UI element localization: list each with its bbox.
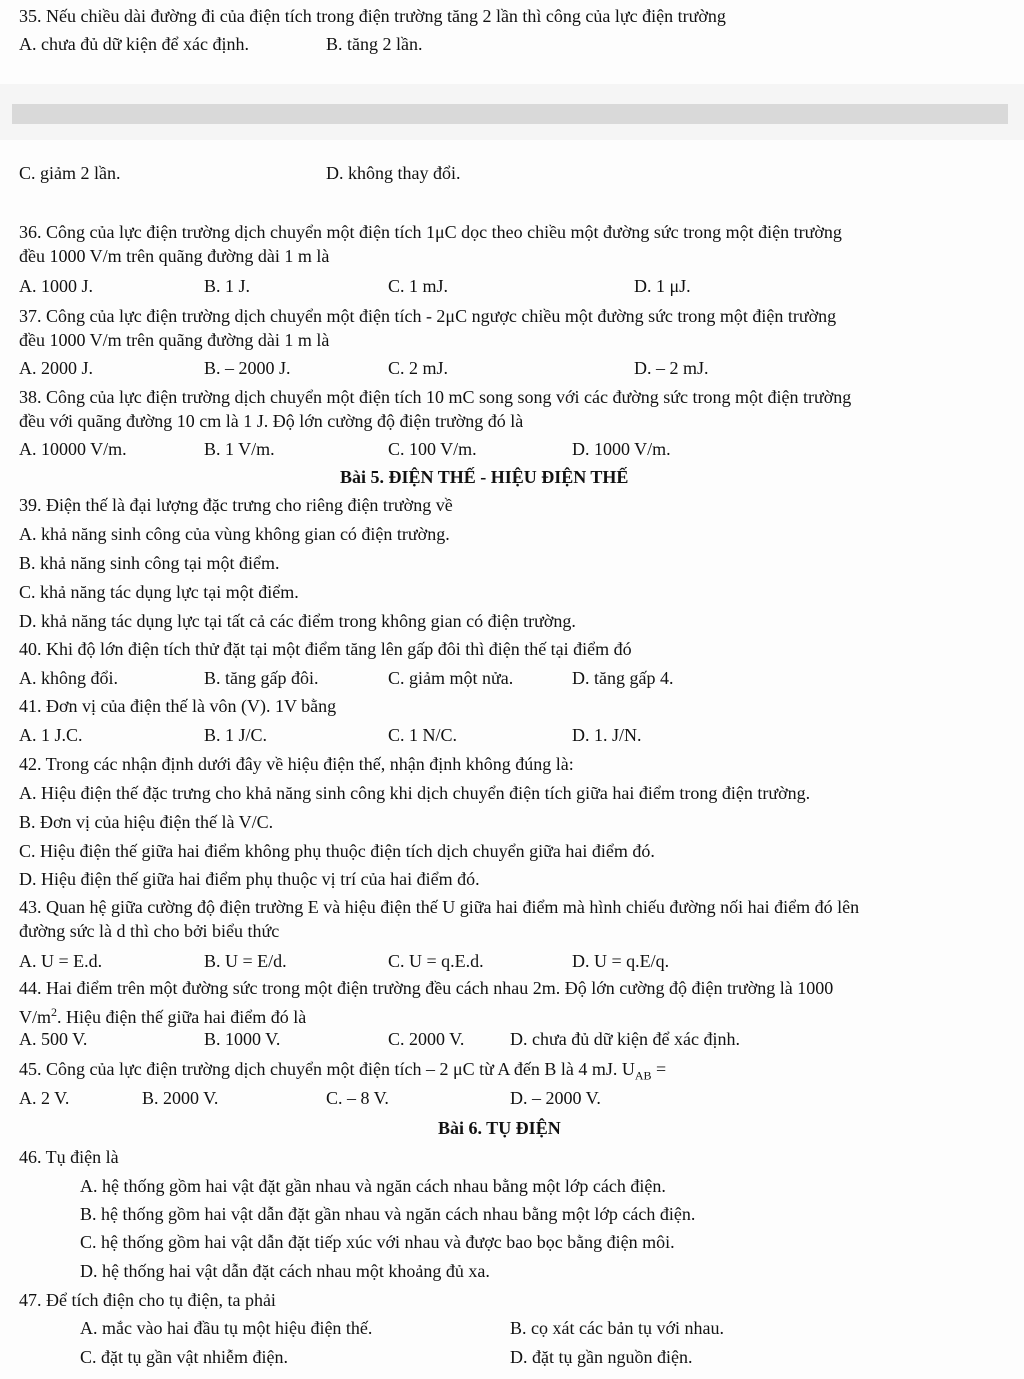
q45-option-b: B. 2000 V. [142, 1088, 219, 1108]
q35-option-b: B. tăng 2 lần. [326, 34, 423, 54]
q46-option-b: B. hệ thống gồm hai vật dẫn đặt gần nhau và ngăn cách nhau bằng một lớp cách điện. [80, 1204, 696, 1224]
q44-unit-exponent: 2 [51, 1005, 58, 1019]
q44-option-b: B. 1000 V. [204, 1029, 281, 1049]
q44-option-a: A. 500 V. [19, 1029, 88, 1049]
q42-option-a: A. Hiệu điện thế đặc trưng cho khả năng sinh công khi dịch chuyển điện tích giữa hai điểm trong điện trường. [19, 783, 811, 803]
q45-option-c: C. – 8 V. [326, 1088, 389, 1108]
q39-option-a: A. khả năng sinh công của vùng không gian có điện trường. [19, 524, 450, 544]
q42-stem: 42. Trong các nhận định dưới đây về hiệu điện thế, nhận định không đúng là: [19, 754, 574, 774]
q43-option-b: B. U = E/d. [204, 951, 287, 971]
q43-option-d: D. U = q.E/q. [572, 951, 670, 971]
q40-option-c: C. giảm một nửa. [388, 668, 514, 688]
q45-subscript: AB [634, 1068, 652, 1083]
q38-option-d: D. 1000 V/m. [572, 439, 671, 459]
q36-stem-2: đều 1000 V/m trên quãng đường dài 1 m là [19, 246, 330, 266]
q39-option-c: C. khả năng tác dụng lực tại một điểm. [19, 582, 299, 602]
q39-option-b: B. khả năng sinh công tại một điểm. [19, 553, 280, 573]
q44-stem-1: 44. Hai điểm trên một đường sức trong một điện trường đều cách nhau 2m. Độ lớn cường độ điện trường là 1000 [19, 978, 834, 998]
q39-stem: 39. Điện thế là đại lượng đặc trưng cho riêng điện trường về [19, 495, 453, 515]
q46-option-c: C. hệ thống gồm hai vật dẫn đặt tiếp xúc với nhau và được bao bọc bằng điện môi. [80, 1232, 675, 1252]
q45-equals: = [651, 1059, 667, 1079]
q39-option-d: D. khả năng tác dụng lực tại tất cả các điểm trong không gian có điện trường. [19, 611, 576, 631]
q45-stem-text: 45. Công của lực điện trường dịch chuyển một điện tích – 2 μC từ A đến B là 4 mJ. U [19, 1059, 635, 1079]
page-separator [12, 104, 1008, 124]
q40-option-b: B. tăng gấp đôi. [204, 668, 319, 688]
q38-option-c: C. 100 V/m. [388, 439, 477, 459]
q47-stem: 47. Để tích điện cho tụ điện, ta phải [19, 1290, 276, 1310]
q41-option-d: D. 1. J/N. [572, 725, 642, 745]
q41-option-a: A. 1 J.C. [19, 725, 83, 745]
q36-stem-1: 36. Công của lực điện trường dịch chuyển một điện tích 1μC dọc theo chiều một đường sức trong một điện trường [19, 222, 842, 242]
q43-stem-1: 43. Quan hệ giữa cường độ điện trường E và hiệu điện thế U giữa hai điểm mà hình chiếu đường nối hai điểm đó lên [19, 897, 860, 917]
q45-stem [19, 1058, 666, 1087]
q37-option-b: B. – 2000 J. [204, 358, 291, 378]
q43-option-a: A. U = E.d. [19, 951, 103, 971]
q37-option-c: C. 2 mJ. [388, 358, 449, 378]
q35-option-a: A. chưa đủ dữ kiện để xác định. [19, 34, 249, 54]
q43-option-c: C. U = q.E.d. [388, 951, 484, 971]
q38-stem-2: đều với quãng đường 10 cm là 1 J. Độ lớn cường độ điện trường đó là [19, 411, 524, 431]
q44-stem-2-rest: . Hiệu điện thế giữa hai điểm đó là [57, 1007, 307, 1027]
section-heading-bai5: Bài 5. ĐIỆN THẾ - HIỆU ĐIỆN THẾ [340, 467, 629, 487]
q38-option-b: B. 1 V/m. [204, 439, 275, 459]
q42-option-d: D. Hiệu điện thế giữa hai điểm phụ thuộc vị trí của hai điểm đó. [19, 869, 480, 889]
q38-option-a: A. 10000 V/m. [19, 439, 127, 459]
q46-stem: 46. Tụ điện là [19, 1147, 119, 1167]
q44-option-c: C. 2000 V. [388, 1029, 465, 1049]
q36-option-a: A. 1000 J. [19, 276, 94, 296]
q40-stem: 40. Khi độ lớn điện tích thử đặt tại một điểm tăng lên gấp đôi thì điện thế tại điểm đó [19, 639, 632, 659]
q41-option-c: C. 1 N/C. [388, 725, 458, 745]
q36-option-d: D. 1 μJ. [634, 276, 691, 296]
q45-option-a: A. 2 V. [19, 1088, 70, 1108]
q37-stem-1: 37. Công của lực điện trường dịch chuyển một điện tích - 2μC ngược chiều một đường sức trong một điện trường [19, 306, 837, 326]
q42-option-c: C. Hiệu điện thế giữa hai điểm không phụ thuộc điện tích dịch chuyển giữa hai điểm đó. [19, 841, 655, 861]
q40-option-a: A. không đổi. [19, 668, 118, 688]
q46-option-a: A. hệ thống gồm hai vật đặt gần nhau và ngăn cách nhau bằng một lớp cách điện. [80, 1176, 666, 1196]
q46-option-d: D. hệ thống hai vật dẫn đặt cách nhau một khoảng đủ xa. [80, 1261, 490, 1281]
q37-option-a: A. 2000 J. [19, 358, 94, 378]
q35-option-c: C. giảm 2 lần. [19, 163, 121, 183]
q44-stem-2 [19, 1001, 306, 1028]
q38-stem-1: 38. Công của lực điện trường dịch chuyển một điện tích 10 mC song song với các đường sức trong một điện trường [19, 387, 852, 407]
q35-stem: 35. Nếu chiều dài đường đi của điện tích trong điện trường tăng 2 lần thì công của lực điện trường [19, 6, 726, 26]
q44-option-d: D. chưa đủ dữ kiện để xác định. [510, 1029, 740, 1049]
q41-option-b: B. 1 J/C. [204, 725, 268, 745]
q41-stem: 41. Đơn vị của điện thế là vôn (V). 1V bằng [19, 696, 337, 716]
q37-option-d: D. – 2 mJ. [634, 358, 709, 378]
q40-option-d: D. tăng gấp 4. [572, 668, 674, 688]
q45-option-d: D. – 2000 V. [510, 1088, 601, 1108]
q43-stem-2: đường sức là d thì cho bởi biểu thức [19, 921, 280, 941]
q36-option-b: B. 1 J. [204, 276, 251, 296]
q36-option-c: C. 1 mJ. [388, 276, 449, 296]
q37-stem-2: đều 1000 V/m trên quãng đường dài 1 m là [19, 330, 330, 350]
q47-option-d: D. đặt tụ gần nguồn điện. [510, 1347, 693, 1367]
section-heading-bai6: Bài 6. TỤ ĐIỆN [438, 1118, 561, 1138]
q47-option-c: C. đặt tụ gần vật nhiễm điện. [80, 1347, 288, 1367]
q44-unit: V/m [19, 1007, 52, 1027]
q35-option-d: D. không thay đổi. [326, 163, 461, 183]
q47-option-a: A. mắc vào hai đầu tụ một hiệu điện thế. [80, 1318, 373, 1338]
q47-option-b: B. cọ xát các bản tụ với nhau. [510, 1318, 724, 1338]
q42-option-b: B. Đơn vị của hiệu điện thế là V/C. [19, 812, 274, 832]
